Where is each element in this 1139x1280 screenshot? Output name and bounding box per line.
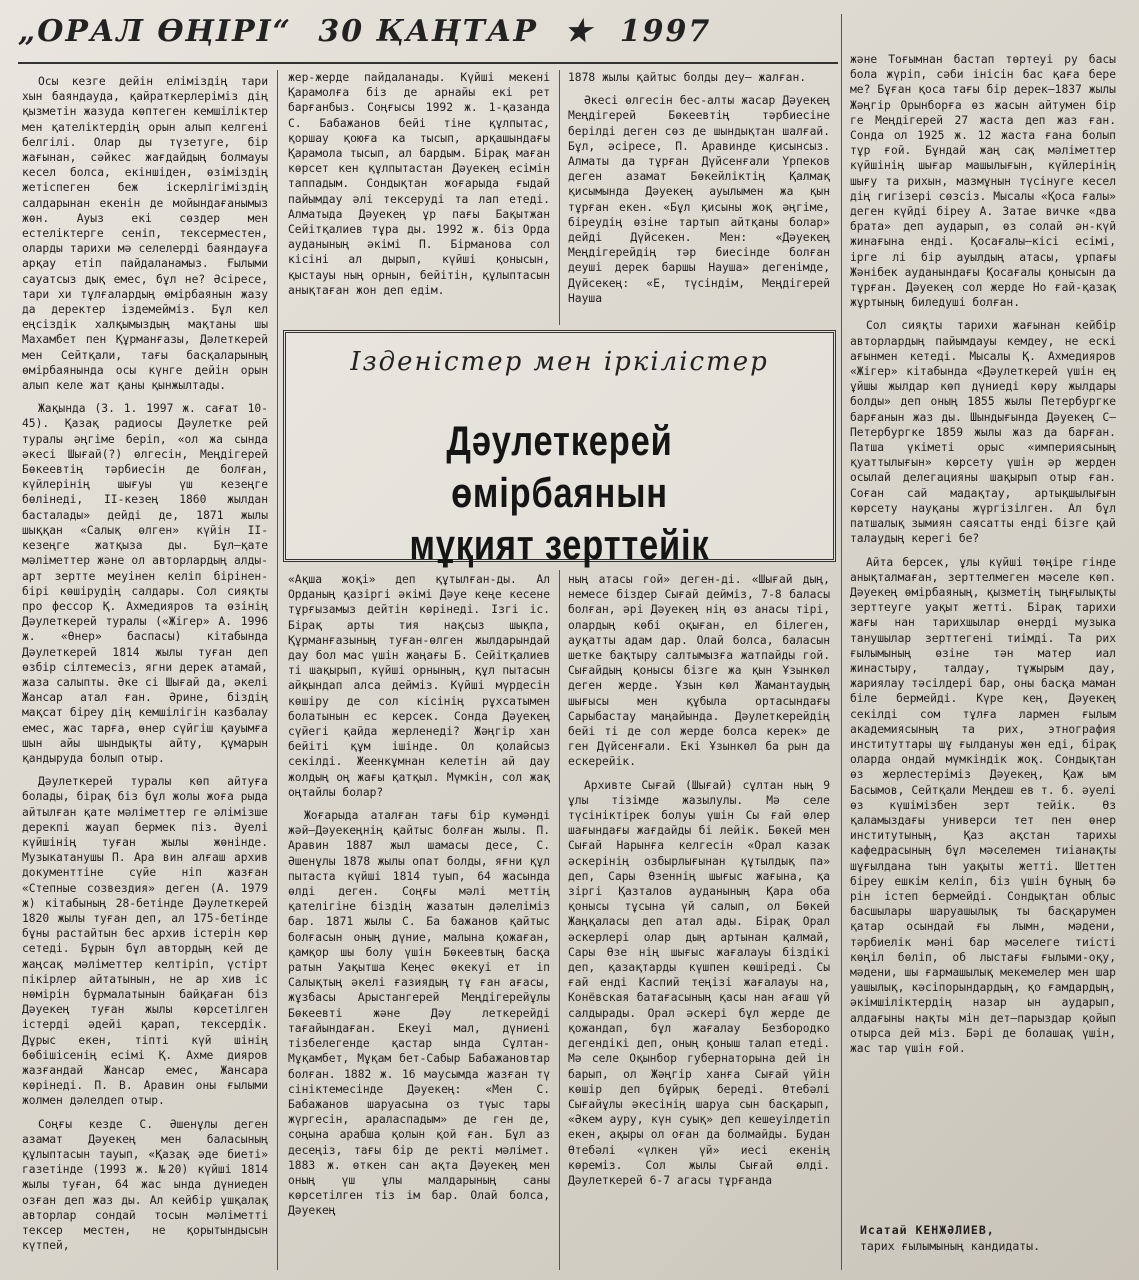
author-title: тарих ғылымының кандидаты. — [860, 1239, 1041, 1253]
paragraph: Айта берсек, ұлы күйші төңіре гінде анықталмаған, зерттелмеген мәселе көп. Дәуекең өмірбаяның, қызметің тыңғылықты зерттеуге уақыт жетті. Бірақ тарихи жағы нан тарихшылар өнерді музыка танушылар зерттегені тиімді. Та рих ғылымының өзіне тән матер иал жинастыру, талдау, тұжырым дау, жариялау тәсілдері бар, оны басқа маман біле бермейді. Күре кең, Дәуекең секілді сом тұлға лармен ғылым академиясының та рих, этнография институттары шұ ғылдануы жөн еді, бірақ оларда ондай мүмкіндік жоқ. Сондықтан өз жерлестеріміз Дәуекең, Қаж ым Басымов, Сейтқали Меңдеш ев т. б. әуелі өз күшімізбен зерт тейік. Өз қаламыздағы универси тет пен өнер институтының, Қаз ақстан тарихы кафедрасының бұл мәселемен тиіанақты шұғылдана тын уақыты жетті. Шеттен біреу ешкім келіп, біз үшін бұның бә рін істеп бермейді. Сондықтан облыс басшылары шаруашылық ты басқарумен қатар осындай ғы лымн, мәдени, тәрбиелік мәні бар мәселеге тиісті көңіл бөліп, об лыстағы ғылыми-оқу, мәдени, шы ғармашылық мекемелер мен шар уашылық, кәсіпорындардың, қо ғамдардың, әкімшіліктердің назар ын аударып, алдағыны нақты мін дет—парыздар қойып отырса дей міз. Бәрі де болашақ үшін, жас тар үшін ғой. — [850, 555, 1116, 1055]
paragraph: Сол сияқты тарихи жағынан кейбір авторлардың пайымдауы кемдеу, не ескі ағынмен кетеді. Мысалы Қ. Ахмедияров «Жігер» кітабында «Дәулеткерей үшін ең ұйшы жылдар көп дүниеді көру жылдары болды» деп оның 1855 жылы Петербургке барғанын жаз ды. Шындығында Дәуекең С—Петербургке 1859 жылы жаз да барған. Патша үкіметі орыс «империясының қуаттылығын» көрсету үшін әр жерден осылай делегацияны шақырып отыр ған. Соған сай мадақтау, артықшылығын көрсету науқаны жүргізілген. Ал бұл патшалық зымиян саясатты енді бізге қай талаудың керегі бе? — [850, 319, 1116, 546]
article-column-3-top — [568, 70, 830, 320]
column-divider — [559, 70, 560, 325]
paragraph: Жоғарыда аталған тағы бір кумәнді жәй—Дәуекеңнің қайтыс болған жылы. П. Аравин 1887 жыл шамасы десе, С. Әшенұлы 1878 жылы опат болды, яғни құл пытаста күйші 1814 туып, 64 жасында өлді деген. Соңғы мәлі меттің қателігіне біздің жазатын дәлеліміз бар. 1871 жылы С. Ба бажанов қайтыс болғасын оның дүние, малына қожаған, қамқор шы болу үшін Бөкеевтың басқа ратын Уақытша Кеңес өкекуі ет іп Салықтың әкелі ғазиядың тұ ған ағасы, жұзбасы Арыстангерей Меңдігерейұлы Бөкеевті және Дәу леткерейді тағайындаған. Екеуі мал, дүниені тізбелегенде қастар ында Сұлтан-Мұқамбет, Мұқам бет-Сабыр Бабажановтар болған. 1882 ж. 16 маусымда жазған тү сініктемесінде Дәуекең: «Мен С. Бабажанов шаруасына оз түыс тары жүргесін, араласпадым» де ген де, соңына арабша қолын қой ған. Бұл аз десеңіз, тағы бір де ректі мәлімет. 1883 ж. өткен сан ақта Дәуекең мен оның үш ұлы малдарының саны көрсетілген тіз ім бар. Олай болса, Дәуекең — [288, 809, 550, 1218]
paper-name: „ОРАЛ ӨҢІРІ“ — [18, 14, 292, 49]
paragraph: ның атасы гой» деген-ді. «Шығай дың, немесе біздер Сығай дейміз, 7-8 баласы болған, әрі Дәуекең нің өз анасы тірі, олардың көбі оқыған, ел білеген, ауқатты адам дар. Олай болса, баласын шетке бақтыру салтымызға жатпайды гой. Сығайдың қонысы бізге жа қын Ұзынкөл деген жерде. Ұзын көл Жамантаудың шығысы мен құбыла ортасындағы Сарыбастау маңайында. Дәулеткерейдің бейі ті де сол жерде болса керек» де ген Дүйсенғали. Екі Ұзынкөл ба рын да ескерейік. — [568, 573, 830, 769]
paragraph: «Ақша жоқі» деп құтылған-ды. Ал Орданың қазіргі әкімі Дәуе кеңе кесене тұрғызамыз дейтін көрінеді. Ізгі іс. Бірақ арты тия нақсыз шықпа, Құрманғазының туған-өлген жылдарындай дау бол мас үшін жаңағы Б. Сейітқалиев ті шақырып, күйші орнының, құл пытасын айқындап алса дейміз. Күйші мүрдесін көшіру де сол кісінің рұхсатымен болатынын ес керсек. Сонда Дәуекең сүйегі қайда жерленеді? Жәңгір хан бейіті құм ішінде. Ол қолайсыз секілді. Жеенкұмнан келетін ай дау жолдың оң жағы қатқыл. Мүмкін, сол жақ оңтайлы болар? — [288, 573, 550, 799]
paragraph: Жақында (3. 1. 1997 ж. сағат 10-45). Қазақ радиосы Дәулетке рей туралы әңгіме беріп, «ол жа сында әкесі Шығай(?) өлгесін, Меңдігерей Бөкеевтің тәрбиесін де болған, күйлерінің шығуы үш кезеңге бөлінеді, II-кезең 1860 жылдан басталады» дейді де, 1871 жылы шыққан «Салық өлген» күйін II-кезеңге жатқыза ды. Бұл—қате мәліметтер және ол авторлардың алды-арт зертте меуінен келіп бірінен-бірі көшірудің салдары. Сол сияқты про фессор Қ. Ахмедияров та өзінің Дәулеткерей туралы («Жігер» А. 1996 ж. «Өнер» баспасы) кітабында Дәулеткерей 1814 жылы туған деп өзбір сілтемесіз, ягни дерек атамай, жаза салыпты. Әке сі Шығай да, әкелі Жансар атал ған. Әрине, біздің мақсат біреу дің кемшілігін казбалау емес, жас тарға, өнер сүйгіш қауымға шын айы шындықты айту, құмарын қандыруда болып отыр. — [22, 402, 268, 765]
article-column-2-top — [288, 70, 550, 320]
paragraph: жер-жерде пайдаланады. Күйші мекені Қарамолға біз де арнайы екі рет барғанбыз. Соңғысы 1992 ж. 1-қазанда С. Бабажанов бейі тіне құлпытас, қоршау қоюға ка тысып, арқашындағы Қарамола тысып, ал бардым. Бірақ маған көрсет кен құлпытастан Дәуекең есімін таппадым. Сондықтан жоғарыда ғыдай пайымдау әлі тексеруді та лап етеді. Алматыда Дәуекең ұр пағы Бақытжан Сейітқалиев тұра ды. 1992 ж. біз Орда ауданының әкімі П. Бірманова сол кісіні ал дырып, күйші қонысын, қыстауы ның орнын, бейітін, құлыптасын анықтаған жон деп едім. — [288, 71, 550, 297]
masthead-rule — [18, 62, 838, 64]
paragraph: және Тоғымнан бастап төртеуі ру басы бола жүріп, сәби інісін бас қаға бере ме? Бұған қоса тағы бір дерек—1837 жылы Жәңгір Орынборға өз жасын айтумен бір ге Меңдігерей 27 жаста деп жаз ған. Сонда ол 1925 ж. 12 жаста ғана болып тұр ғой. Бұндай жаң сақ мәліметтер күйшінің шығар машылығын, күйлерінің шығу та рихын, мазмұнын түсінуге кесел дің гигізері сөзсіз. Мысалы «Қоса ғалы» деген күйді біреу А. Затае вичке «два брата» деп аударып, өз солай ән-күй жинағына енді. Қосағалы—кісі есімі, ірге лі бір ауылдың атасы, ұрпағы Жәнібек ауданындағы Қосағалы қонысын да тұрған. Дәуекең сол жерде Но ғай-қазақ жұртының биледуші болған. — [850, 53, 1116, 310]
column-divider — [277, 70, 278, 1270]
article-column-2-bottom — [288, 572, 550, 1270]
masthead — [18, 14, 848, 62]
article-column-1 — [22, 74, 268, 1270]
column-divider — [841, 14, 842, 1270]
headline — [335, 415, 784, 571]
paragraph: Соңғы кезде С. Әшенұлы деген азамат Дәуекең мен баласының құлыптасын тауып, «Қазақ әде биеті» газетінде (1993 ж. №20) күйші 1814 жылы туған, 64 жас ында дүниеден озған деп жаз ды. Ал кейбір ұшқалақ авторлар сондай тосын мәліметті тексер местен, не қорытындысын күтпей, — [22, 1117, 268, 1253]
issue-date: 30 ҚАҢТАР — [318, 14, 538, 49]
issue-year: 1997 — [619, 14, 712, 49]
paragraph: 1878 жылы қайтыс болды деу— жалған. — [568, 71, 807, 84]
rubric: Ізденістер мен іркілістер — [350, 347, 769, 377]
author-name: Исатай КЕНЖӘЛИЕВ, — [860, 1223, 995, 1237]
paragraph: Архивте Сығай (Шығай) сұлтан ның 9 ұлы тізімде жазылулы. Мә селе түсініктірек болуы үшін Сы ғай өлер шағындағы жағдайды бі лейік. Бөкей мен Сығай Нарынға келгесін «Орал казак әскерінің озбырлығынан құтылдық па» деп, Сары Өзеннің шығыс жағына, қа зіргі Қазталов ауданының Қара оба қонысы тұсына үй салып, ол Бөкей Жаңқаласы деп атал ады. Бірақ Орал әскерлері олар дың артынан қалмай, Сары Өзе нің шығыс жағалауы біздікі деп, қазақтарды күшпен көшіреді. Сы ғай енді Каспий теңізі жағалауы на, Конёвская батағасының қасы нан ағаш үй салдырады. Орал әскері бұл жерде де қожандап, бұл жағалау Безбородко дегендікі деп, оның қоныш талап етеді. Мә селе Оқынбор губернаторына дей ін барып, ол Жәңгір ханға Сығай үйін көшір деп бұйрық береді. Өтебәлі Сығайұлы әкесінің шаруа сын басқарып, «Әкем ауру, күн суық» деп кешеуілдетіп екен, ақыры ол оған да болмайды. Будан Өтебәлі «үлкен үй» иесі екенің көреміз. Сол жылы Сығай өлді. Дәулеткерей 6-7 агасы тұрғанда — [568, 778, 830, 1187]
article-column-3-bottom — [568, 572, 830, 1270]
column-divider — [559, 570, 560, 1270]
headline-box — [283, 330, 836, 568]
paragraph: Осы кезге дейін еліміздің тари хын баяндауда, қайраткерлерімiз дің қызметін жазуда көптеген кемшіліктер мен қателіктердің орын алып келгені белгілі. Олар ды түзетуге, бір жағынан, сәйкес жағдайдың болмауы кесел болса, екіншіден, өзіміздің жетіспеген беж іскерлігіміздің салдарынан екенін де мойындағанымыз жөн. Ауыз екі сөздер мен естеліктерге сеніп, тексерместен, оларды тарихи мә селелерді баяндауға арқау етіп пайдаланамыз. Ғылыми сауатсыз дық емес, бұл не? Әсіресе, тари хи тұлғалардың өмірбаянын жазу да деректер іздемейміз. Бұл кел еңсіздік халқымыздың мақтаны шы Махамбет пен Құрманғазы, Дәлеткерей мен Сейтқали, тағы басқаларының өмірбаянында осы күнге дейін орын алып келе жат қаны қынжылтады. — [22, 75, 268, 393]
author-signature — [860, 1222, 1120, 1254]
headline-line-1: Дәулеткерей өмірбаянын — [446, 417, 673, 516]
star-ornament: ★ — [564, 14, 594, 49]
headline-line-2: мұқият зерттейік — [409, 521, 710, 568]
paragraph: Әкесі өлгесін бес-алты жасар Дәуекең Меңдігерей Бөкеевтің тәрбиесіне берілді деген сөз де шындықтан шалғай. Бұл, әсіресе, П. Аравинде қисынсыз. Алматы да тұрған Дүйсенғали Үрпеков деген азамат Бөкейліктің Қалмақ қисымында Дәуекең ауылымен жа қын тұрған екен. «Бұл қисыны жоқ әңгіме, біреудің өзіне тартып айтқаны болар» дейді Дүйсекен. Мен: «Дәуекең Меңдігерейдің тәр биесінде болған деуші дерек баршы Наушa» дегенімде, Дүйсекең: «Е, түсіндім, Меңдігерей Науша — [568, 94, 830, 305]
article-column-4 — [850, 52, 1116, 1218]
paragraph: Дәулеткерей туралы көп айтуға болады, бірақ біз бұл жолы жоға рыда айтылған қате мәліметтер ге әлімізше дерекпі жауап бермек піз. Әуелі күйшінің туған жылы жөнінде. Музыкатанушы П. Ара вин алғаш архив документтіне сүйе ніп жазған «Степные созвездия» деген (А. 1979 ж) кітабының 28-бетінде Дәулеткерей 1820 жылы туған деп, ал 175-бетінде бұны растайтын бес архив істерін көр сетеді. Бұрын бұл автордың кей де жаңсақ мәліметтер келтіріп, үстірт пікірлер айтатынын, не ар хив іс нөмірін бұрмалатынын байқаған біз Дәуекең туған жылы көрсетілген істерді әдейі қарап, тексердік. Дұрыс екен, тіпті күй шінің бөбішісенің есімі Қ. Ахме дияров жазғандай Жансар емес, Жансара көрінеді. П. В. Аравин оны ғылыми жолмен дәлелдеп отыр. — [22, 775, 268, 1108]
